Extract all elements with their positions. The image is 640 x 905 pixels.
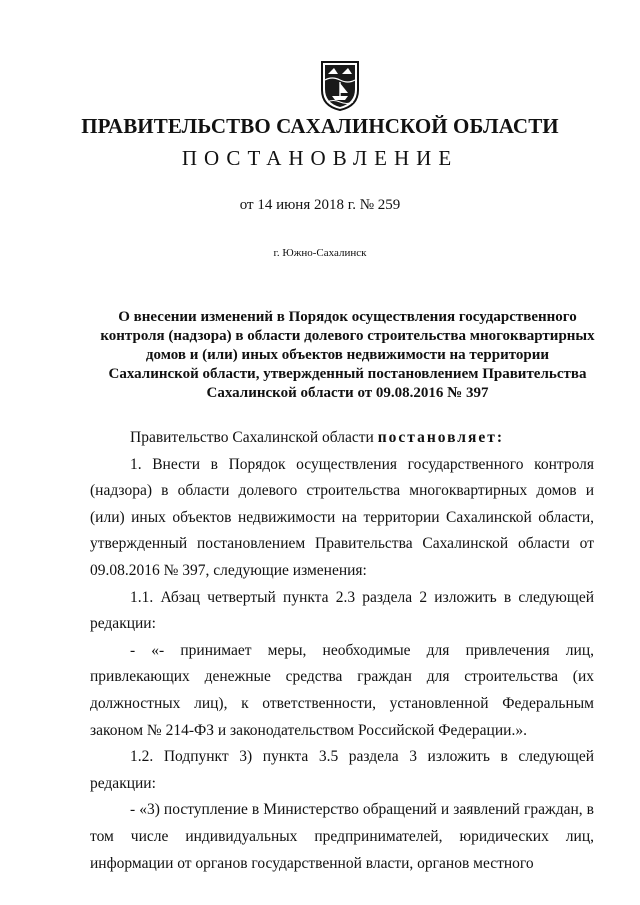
- document-date-number: от 14 июня 2018 г. № 259: [239, 197, 401, 213]
- paragraph-1-2-text: - «3) поступление в Министерство обращений и заявлений граждан, в том числе индивидуальных предпринимателей, юридических лиц, информации от органов государственной власти, органов местного: [90, 801, 594, 872]
- organization-title: ПРАВИТЕЛЬСТВО САХАЛИНСКОЙ ОБЛАСТИ: [81, 114, 559, 138]
- intro-paragraph: [90, 425, 594, 452]
- paragraph-1-1-text: - «- принимает меры, необходимые для привлечения лиц, привлекающих денежные средства граждан для строительства (их должностных лиц), к ответственности, установленной Федеральным законом № 214-ФЗ и законодательством Российской Федерации.».: [90, 641, 594, 739]
- paragraph-1-1: 1.1. Абзац четвертый пункта 2.3 раздела 2 изложить в следующей редакции:: [90, 588, 594, 633]
- document-subject: О внесении изменений в Порядок осуществления государственного контроля (надзора) в области долевого строительства многоквартирных домов и (или) иных объектов недвижимости на территории Сахалинской области, утвержденный постановлением Правительства Сахалинской области от 09.08.2016 № 397: [100, 309, 595, 401]
- intro-lead: Правительство Сахалинской области: [130, 429, 378, 446]
- paragraph-1-2: 1.2. Подпункт 3) пункта 3.5 раздела 3 изложить в следующей редакции:: [90, 748, 594, 792]
- document-type: ПОСТАНОВЛЕНИЕ: [181, 146, 459, 170]
- sakhalin-coat-of-arms-icon: [320, 60, 360, 112]
- paragraph-1: 1. Внести в Порядок осуществления государственного контроля (надзора) в области долевого строительства многоквартирных домов и (или) иных объектов недвижимости на территории Сахалинской области, утвержденный постановлением Правительства Сахалинской области от 09.08.2016 № 397, следующие изменения:: [90, 455, 594, 579]
- intro-keyword: постановляет:: [377, 429, 505, 446]
- document-city: г. Южно-Сахалинск: [273, 247, 367, 259]
- document-body: [90, 425, 594, 877]
